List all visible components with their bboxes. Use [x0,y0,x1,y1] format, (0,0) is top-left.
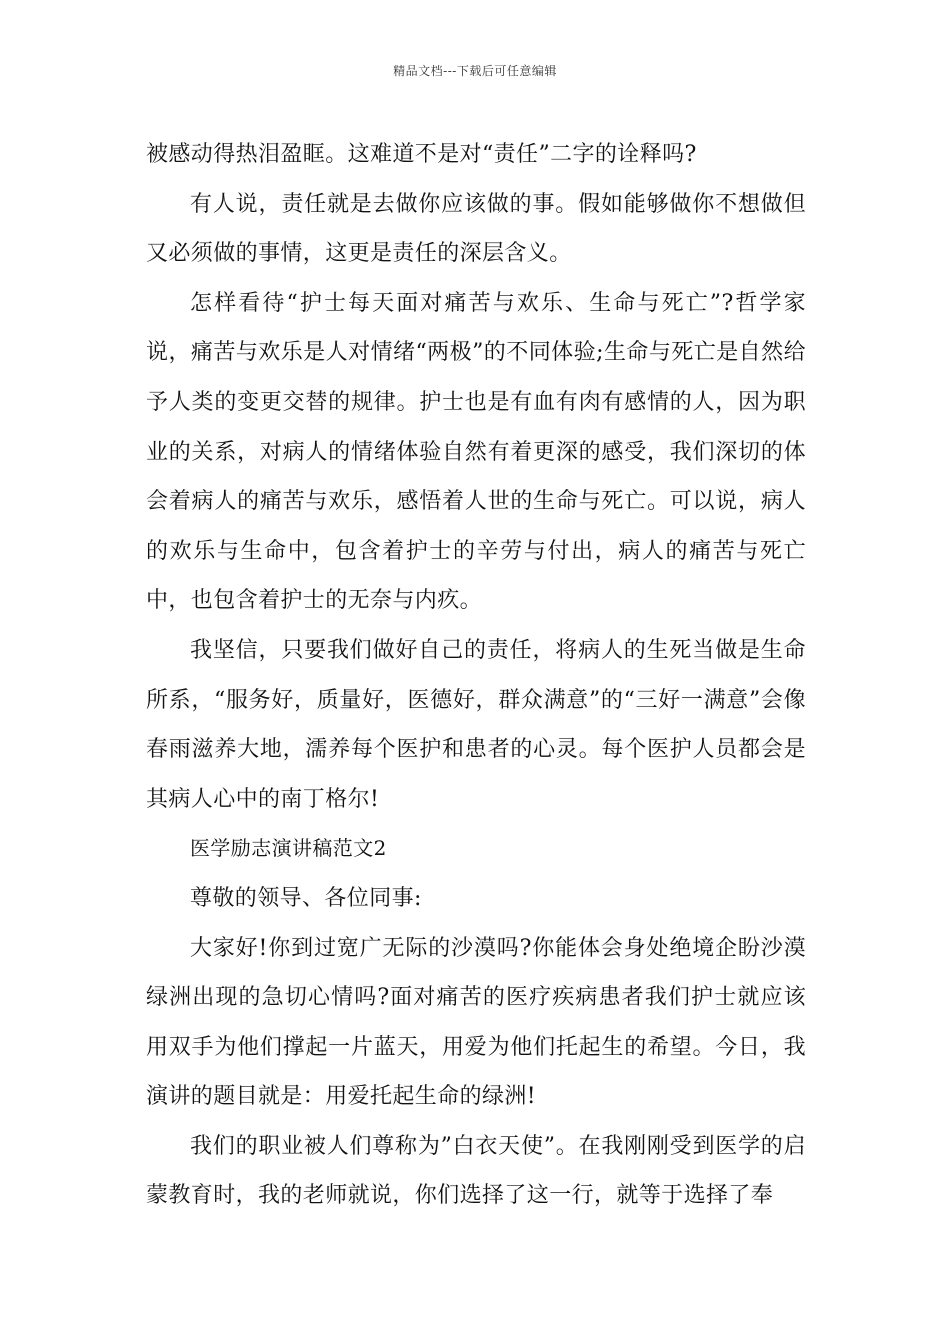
paragraph-belief: 我坚信，只要我们做好自己的责任，将病人的生死当做是生命所系，“服务好，质量好，医德好，群众满意”的“三好一满意”会像春雨滋养大地，濡养每个医护和患者的心灵。每个医护人员都会是其病人心中的南丁格尔! [146,637,806,812]
paragraph-pain-and-joy: 怎样看待“护士每天面对痛苦与欢乐、生命与死亡”?哲学家说，痛苦与欢乐是人对情绪“两极”的不同体验;生命与死亡是自然给予人类的变更交替的规律。护士也是有血有肉有感情的人，因为职业的关系，对病人的情绪体验自然有着更深的感受，我们深切的体会着病人的痛苦与欢乐，感悟着人世的生命与死亡。可以说，病人的欢乐与生命中，包含着护士的辛劳与付出，病人的痛苦与死亡中，也包含着护士的无奈与内疚。 [146,290,806,614]
salutation: 尊敬的领导、各位同事: [190,885,422,911]
paragraph-responsibility-meaning: 有人说，责任就是去做你应该做的事。假如能够做你不想做但又必须做的事情，这更是责任的深层含义。 [146,191,806,267]
section-heading: 医学励志演讲稿范文2 [190,836,387,861]
paragraph-continuation: 被感动得热泪盈眶。这难道不是对“责任”二字的诠释吗? [146,142,697,167]
paragraph-greeting: 大家好!你到过宽广无际的沙漠吗?你能体会身处绝境企盼沙漠绿洲出现的急切心情吗?面对痛苦的医疗疾病患者我们护士就应该用双手为他们撑起一片蓝天，用爱为他们托起生的希望。今日，我演讲的题目就是：用爱托起生命的绿洲! [146,935,806,1110]
document-body [146,130,806,1221]
page-header: 精品文档---下载后可任意编辑 [393,64,557,78]
paragraph-profession: 我们的职业被人们尊称为”白衣天使”。在我刚刚受到医学的启蒙教育时，我的老师就说，你们选择了这一行，就等于选择了奉 [146,1133,806,1209]
